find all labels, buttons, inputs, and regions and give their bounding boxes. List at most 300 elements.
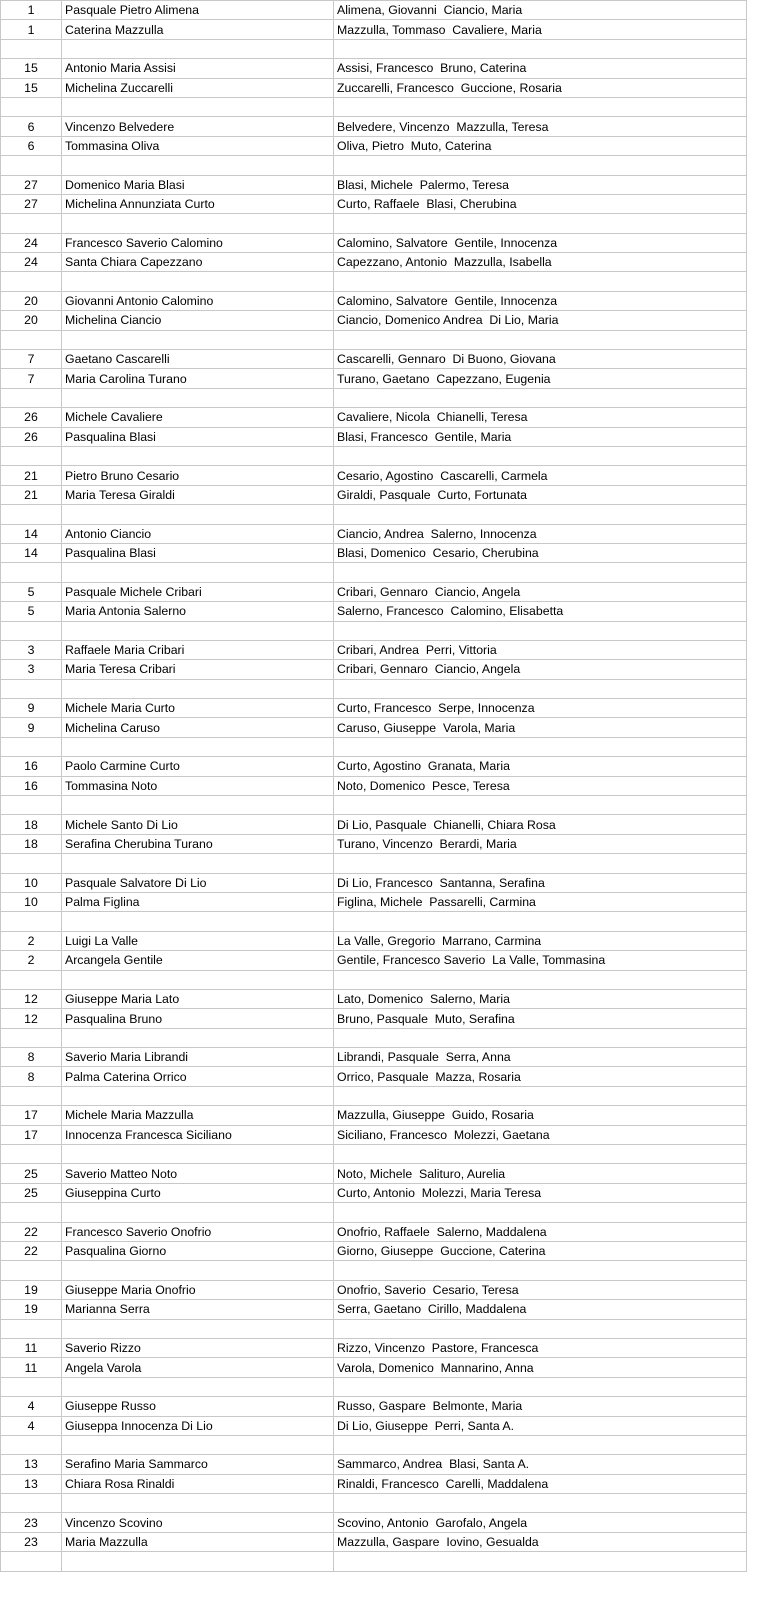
bride-name-cell[interactable]: Michelina Caruso [62, 718, 334, 737]
record-number-cell[interactable]: 21 [1, 485, 62, 504]
table-row [1, 466, 747, 485]
record-number-cell[interactable]: 26 [1, 427, 62, 446]
spacer-row [1, 737, 747, 756]
record-number-cell[interactable]: 4 [1, 1416, 62, 1435]
spacer-row [1, 388, 747, 407]
record-number-cell[interactable]: 26 [1, 408, 62, 427]
record-number-cell[interactable]: 15 [1, 78, 62, 97]
groom-parents-cell[interactable]: Russo, Gaspare Belmonte, Maria [334, 1397, 747, 1416]
record-number-cell[interactable]: 5 [1, 602, 62, 621]
bride-parents-cell[interactable]: Curto, Raffaele Blasi, Cherubina [334, 194, 747, 213]
groom-parents-cell[interactable]: Cesario, Agostino Cascarelli, Carmela [334, 466, 747, 485]
record-number-cell[interactable]: 13 [1, 1455, 62, 1474]
spacer-row [1, 1028, 747, 1047]
table-row [1, 427, 747, 446]
bride-parents-cell[interactable]: Bruno, Pasquale Muto, Serafina [334, 1009, 747, 1028]
record-number-cell[interactable]: 25 [1, 1164, 62, 1183]
empty-cell[interactable] [334, 1203, 747, 1222]
empty-cell[interactable] [62, 563, 334, 582]
bride-name-cell[interactable]: Maria Carolina Turano [62, 369, 334, 388]
bride-parents-cell[interactable]: Salerno, Francesco Calomino, Elisabetta [334, 602, 747, 621]
groom-parents-cell[interactable]: Cribari, Andrea Perri, Vittoria [334, 640, 747, 659]
empty-cell[interactable] [62, 1203, 334, 1222]
bride-parents-cell[interactable]: Blasi, Francesco Gentile, Maria [334, 427, 747, 446]
record-number-cell[interactable]: 10 [1, 892, 62, 911]
record-number-cell[interactable]: 6 [1, 117, 62, 136]
record-number-cell[interactable]: 22 [1, 1222, 62, 1241]
empty-cell[interactable] [62, 156, 334, 175]
table-row [1, 1397, 747, 1416]
bride-parents-cell[interactable]: Varola, Domenico Mannarino, Anna [334, 1358, 747, 1377]
bride-name-cell[interactable]: Pasqualina Blasi [62, 543, 334, 562]
empty-cell[interactable] [62, 1261, 334, 1280]
record-number-cell[interactable]: 24 [1, 253, 62, 272]
table-row [1, 485, 747, 504]
empty-cell[interactable] [1, 679, 62, 698]
table-row [1, 1474, 747, 1493]
bride-parents-cell[interactable]: Orrico, Pasquale Mazza, Rosaria [334, 1067, 747, 1086]
record-number-cell[interactable]: 3 [1, 660, 62, 679]
groom-parents-cell[interactable]: Lato, Domenico Salerno, Maria [334, 989, 747, 1008]
empty-cell[interactable] [62, 214, 334, 233]
empty-cell[interactable] [1, 388, 62, 407]
record-number-cell[interactable]: 9 [1, 718, 62, 737]
empty-cell[interactable] [334, 214, 747, 233]
record-number-cell[interactable]: 20 [1, 311, 62, 330]
bride-name-cell[interactable]: Maria Teresa Cribari [62, 660, 334, 679]
record-number-cell[interactable]: 11 [1, 1338, 62, 1357]
bride-parents-cell[interactable]: Noto, Domenico Pesce, Teresa [334, 776, 747, 795]
groom-name-cell[interactable]: Pasquale Michele Cribari [62, 582, 334, 601]
groom-name-cell[interactable]: Francesco Saverio Calomino [62, 233, 334, 252]
groom-name-cell[interactable]: Giuseppe Maria Lato [62, 989, 334, 1008]
record-number-cell[interactable]: 14 [1, 524, 62, 543]
groom-name-cell[interactable]: Michele Cavaliere [62, 408, 334, 427]
empty-cell[interactable] [334, 1319, 747, 1338]
groom-name-cell[interactable]: Antonio Ciancio [62, 524, 334, 543]
empty-cell[interactable] [62, 854, 334, 873]
table-row [1, 1106, 747, 1125]
table-row [1, 1513, 747, 1532]
groom-parents-cell[interactable]: Rizzo, Vincenzo Pastore, Francesca [334, 1338, 747, 1357]
record-number-cell[interactable]: 12 [1, 989, 62, 1008]
spacer-row [1, 1261, 747, 1280]
bride-name-cell[interactable]: Michelina Annunziata Curto [62, 194, 334, 213]
bride-name-cell[interactable]: Pasqualina Blasi [62, 427, 334, 446]
empty-cell[interactable] [334, 156, 747, 175]
groom-name-cell[interactable]: Michele Maria Mazzulla [62, 1106, 334, 1125]
bride-parents-cell[interactable]: Serra, Gaetano Cirillo, Maddalena [334, 1300, 747, 1319]
record-number-cell[interactable]: 17 [1, 1106, 62, 1125]
empty-cell[interactable] [1, 272, 62, 291]
groom-name-cell[interactable]: Saverio Maria Librandi [62, 1048, 334, 1067]
table-row [1, 175, 747, 194]
groom-parents-cell[interactable]: Belvedere, Vincenzo Mazzulla, Teresa [334, 117, 747, 136]
groom-name-cell[interactable]: Giuseppe Maria Onofrio [62, 1280, 334, 1299]
empty-cell[interactable] [1, 1028, 62, 1047]
empty-cell[interactable] [1, 1203, 62, 1222]
spacer-row [1, 505, 747, 524]
empty-cell[interactable] [1, 796, 62, 815]
empty-cell[interactable] [1, 621, 62, 640]
bride-parents-cell[interactable]: Cribari, Gennaro Ciancio, Angela [334, 660, 747, 679]
record-number-cell[interactable]: 20 [1, 291, 62, 310]
table-row [1, 350, 747, 369]
bride-name-cell[interactable]: Giuseppina Curto [62, 1183, 334, 1202]
groom-name-cell[interactable]: Raffaele Maria Cribari [62, 640, 334, 659]
table-row [1, 1, 747, 20]
record-number-cell[interactable]: 15 [1, 59, 62, 78]
bride-parents-cell[interactable]: Di Lio, Giuseppe Perri, Santa A. [334, 1416, 747, 1435]
bride-parents-cell[interactable]: Curto, Antonio Molezzi, Maria Teresa [334, 1183, 747, 1202]
empty-cell[interactable] [1, 912, 62, 931]
groom-name-cell[interactable]: Domenico Maria Blasi [62, 175, 334, 194]
bride-name-cell[interactable]: Maria Antonia Salerno [62, 602, 334, 621]
empty-cell[interactable] [62, 796, 334, 815]
table-row [1, 1358, 747, 1377]
empty-cell[interactable] [62, 679, 334, 698]
groom-name-cell[interactable]: Michele Santo Di Lio [62, 815, 334, 834]
groom-name-cell[interactable]: Serafino Maria Sammarco [62, 1455, 334, 1474]
spacer-row [1, 970, 747, 989]
record-number-cell[interactable]: 27 [1, 194, 62, 213]
table-row [1, 1455, 747, 1474]
empty-cell[interactable] [62, 505, 334, 524]
empty-cell[interactable] [334, 1494, 747, 1513]
empty-cell[interactable] [1, 854, 62, 873]
groom-parents-cell[interactable]: Mazzulla, Giuseppe Guido, Rosaria [334, 1106, 747, 1125]
record-number-cell[interactable]: 18 [1, 815, 62, 834]
record-number-cell[interactable]: 23 [1, 1513, 62, 1532]
table-row [1, 718, 747, 737]
record-number-cell[interactable]: 18 [1, 834, 62, 853]
empty-cell[interactable] [334, 1377, 747, 1396]
groom-parents-cell[interactable]: Alimena, Giovanni Ciancio, Maria [334, 1, 747, 20]
empty-cell[interactable] [334, 1552, 747, 1571]
empty-cell[interactable] [1, 1086, 62, 1105]
spacer-row [1, 97, 747, 116]
record-number-cell[interactable]: 24 [1, 233, 62, 252]
empty-cell[interactable] [334, 505, 747, 524]
empty-cell[interactable] [1, 970, 62, 989]
bride-parents-cell[interactable]: Caruso, Giuseppe Varola, Maria [334, 718, 747, 737]
bride-parents-cell[interactable]: Turano, Gaetano Capezzano, Eugenia [334, 369, 747, 388]
bride-name-cell[interactable]: Tommasina Noto [62, 776, 334, 795]
table-row [1, 233, 747, 252]
table-row [1, 1222, 747, 1241]
record-number-cell[interactable]: 4 [1, 1397, 62, 1416]
spacer-row [1, 272, 747, 291]
bride-name-cell[interactable]: Pasqualina Bruno [62, 1009, 334, 1028]
empty-cell[interactable] [334, 1435, 747, 1454]
groom-parents-cell[interactable]: Calomino, Salvatore Gentile, Innocenza [334, 233, 747, 252]
empty-cell[interactable] [62, 1435, 334, 1454]
record-number-cell[interactable]: 5 [1, 582, 62, 601]
spacer-row [1, 330, 747, 349]
bride-name-cell[interactable]: Palma Figlina [62, 892, 334, 911]
bride-parents-cell[interactable]: Mazzulla, Gaspare Iovino, Gesualda [334, 1532, 747, 1551]
empty-cell[interactable] [1, 1494, 62, 1513]
table-row [1, 951, 747, 970]
groom-name-cell[interactable]: Michele Maria Curto [62, 699, 334, 718]
empty-cell[interactable] [1, 563, 62, 582]
table-row [1, 776, 747, 795]
spacer-row [1, 39, 747, 58]
groom-parents-cell[interactable]: Curto, Francesco Serpe, Innocenza [334, 699, 747, 718]
table-row [1, 757, 747, 776]
groom-parents-cell[interactable]: Cascarelli, Gennaro Di Buono, Giovana [334, 350, 747, 369]
bride-parents-cell[interactable]: Mazzulla, Tommaso Cavaliere, Maria [334, 20, 747, 39]
record-number-cell[interactable]: 14 [1, 543, 62, 562]
bride-name-cell[interactable]: Arcangela Gentile [62, 951, 334, 970]
groom-name-cell[interactable]: Paolo Carmine Curto [62, 757, 334, 776]
groom-name-cell[interactable]: Pietro Bruno Cesario [62, 466, 334, 485]
groom-parents-cell[interactable]: La Valle, Gregorio Marrano, Carmina [334, 931, 747, 950]
empty-cell[interactable] [334, 39, 747, 58]
spacer-row [1, 1377, 747, 1396]
empty-cell[interactable] [334, 621, 747, 640]
empty-cell[interactable] [334, 854, 747, 873]
record-number-cell[interactable]: 3 [1, 640, 62, 659]
empty-cell[interactable] [62, 970, 334, 989]
table-row [1, 892, 747, 911]
empty-cell[interactable] [334, 388, 747, 407]
empty-cell[interactable] [62, 1494, 334, 1513]
groom-name-cell[interactable]: Saverio Matteo Noto [62, 1164, 334, 1183]
record-number-cell[interactable]: 19 [1, 1300, 62, 1319]
empty-cell[interactable] [1, 1319, 62, 1338]
bride-name-cell[interactable]: Innocenza Francesca Siciliano [62, 1125, 334, 1144]
empty-cell[interactable] [334, 446, 747, 465]
groom-parents-cell[interactable]: Onofrio, Raffaele Salerno, Maddalena [334, 1222, 747, 1241]
groom-parents-cell[interactable]: Ciancio, Andrea Salerno, Innocenza [334, 524, 747, 543]
empty-cell[interactable] [334, 970, 747, 989]
spacer-row [1, 1203, 747, 1222]
bride-parents-cell[interactable]: Giorno, Giuseppe Guccione, Caterina [334, 1242, 747, 1261]
record-number-cell[interactable]: 16 [1, 757, 62, 776]
record-number-cell[interactable]: 27 [1, 175, 62, 194]
record-number-cell[interactable]: 7 [1, 350, 62, 369]
bride-name-cell[interactable]: Marianna Serra [62, 1300, 334, 1319]
bride-parents-cell[interactable]: Rinaldi, Francesco Carelli, Maddalena [334, 1474, 747, 1493]
bride-name-cell[interactable]: Giuseppa Innocenza Di Lio [62, 1416, 334, 1435]
table-row [1, 602, 747, 621]
table-row [1, 1048, 747, 1067]
groom-parents-cell[interactable]: Assisi, Francesco Bruno, Caterina [334, 59, 747, 78]
table-row [1, 253, 747, 272]
empty-cell[interactable] [334, 1028, 747, 1047]
groom-name-cell[interactable]: Francesco Saverio Onofrio [62, 1222, 334, 1241]
empty-cell[interactable] [62, 330, 334, 349]
table-row [1, 524, 747, 543]
groom-parents-cell[interactable]: Librandi, Pasquale Serra, Anna [334, 1048, 747, 1067]
table-row [1, 1242, 747, 1261]
spacer-row [1, 563, 747, 582]
record-number-cell[interactable]: 8 [1, 1067, 62, 1086]
table-row [1, 369, 747, 388]
groom-name-cell[interactable]: Vincenzo Belvedere [62, 117, 334, 136]
table-row [1, 20, 747, 39]
record-number-cell[interactable]: 25 [1, 1183, 62, 1202]
spacer-row [1, 1494, 747, 1513]
record-number-cell[interactable]: 13 [1, 1474, 62, 1493]
record-number-cell[interactable]: 12 [1, 1009, 62, 1028]
record-number-cell[interactable]: 17 [1, 1125, 62, 1144]
groom-name-cell[interactable]: Vincenzo Scovino [62, 1513, 334, 1532]
empty-cell[interactable] [1, 737, 62, 756]
record-number-cell[interactable]: 10 [1, 873, 62, 892]
table-row [1, 543, 747, 562]
bride-parents-cell[interactable]: Blasi, Domenico Cesario, Cherubina [334, 543, 747, 562]
empty-cell[interactable] [62, 446, 334, 465]
bride-parents-cell[interactable]: Figlina, Michele Passarelli, Carmina [334, 892, 747, 911]
table-row [1, 1280, 747, 1299]
empty-cell[interactable] [334, 737, 747, 756]
bride-name-cell[interactable]: Maria Teresa Giraldi [62, 485, 334, 504]
groom-parents-cell[interactable]: Onofrio, Saverio Cesario, Teresa [334, 1280, 747, 1299]
empty-cell[interactable] [62, 39, 334, 58]
table-row [1, 194, 747, 213]
groom-parents-cell[interactable]: Cribari, Gennaro Ciancio, Angela [334, 582, 747, 601]
spacer-row [1, 1145, 747, 1164]
groom-name-cell[interactable]: Antonio Maria Assisi [62, 59, 334, 78]
empty-cell[interactable] [334, 1145, 747, 1164]
bride-parents-cell[interactable]: Zuccarelli, Francesco Guccione, Rosaria [334, 78, 747, 97]
groom-parents-cell[interactable]: Cavaliere, Nicola Chianelli, Teresa [334, 408, 747, 427]
record-number-cell[interactable]: 1 [1, 1, 62, 20]
record-number-cell[interactable]: 1 [1, 20, 62, 39]
bride-parents-cell[interactable]: Ciancio, Domenico Andrea Di Lio, Maria [334, 311, 747, 330]
groom-name-cell[interactable]: Giuseppe Russo [62, 1397, 334, 1416]
record-number-cell[interactable]: 9 [1, 699, 62, 718]
groom-name-cell[interactable]: Pasquale Pietro Alimena [62, 1, 334, 20]
bride-parents-cell[interactable]: Giraldi, Pasquale Curto, Fortunata [334, 485, 747, 504]
groom-name-cell[interactable]: Pasquale Salvatore Di Lio [62, 873, 334, 892]
table-row [1, 834, 747, 853]
bride-parents-cell[interactable]: Capezzano, Antonio Mazzulla, Isabella [334, 253, 747, 272]
bride-name-cell[interactable]: Chiara Rosa Rinaldi [62, 1474, 334, 1493]
empty-cell[interactable] [1, 1261, 62, 1280]
empty-cell[interactable] [334, 796, 747, 815]
empty-cell[interactable] [62, 272, 334, 291]
bride-parents-cell[interactable]: Turano, Vincenzo Berardi, Maria [334, 834, 747, 853]
table-row [1, 640, 747, 659]
bride-name-cell[interactable]: Serafina Cherubina Turano [62, 834, 334, 853]
empty-cell[interactable] [62, 912, 334, 931]
empty-cell[interactable] [62, 1319, 334, 1338]
bride-name-cell[interactable]: Michelina Zuccarelli [62, 78, 334, 97]
groom-parents-cell[interactable]: Blasi, Michele Palermo, Teresa [334, 175, 747, 194]
empty-cell[interactable] [62, 737, 334, 756]
empty-cell[interactable] [1, 1435, 62, 1454]
empty-cell[interactable] [334, 679, 747, 698]
bride-name-cell[interactable]: Pasqualina Giorno [62, 1242, 334, 1261]
record-number-cell[interactable]: 2 [1, 931, 62, 950]
record-number-cell[interactable]: 19 [1, 1280, 62, 1299]
empty-cell[interactable] [62, 1552, 334, 1571]
bride-name-cell[interactable]: Santa Chiara Capezzano [62, 253, 334, 272]
empty-cell[interactable] [334, 272, 747, 291]
empty-cell[interactable] [334, 1086, 747, 1105]
table-row [1, 291, 747, 310]
bride-parents-cell[interactable]: Siciliano, Francesco Molezzi, Gaetana [334, 1125, 747, 1144]
empty-cell[interactable] [62, 1145, 334, 1164]
empty-cell[interactable] [334, 1261, 747, 1280]
table-row [1, 1183, 747, 1202]
empty-cell[interactable] [334, 563, 747, 582]
spacer-row [1, 156, 747, 175]
groom-parents-cell[interactable]: Noto, Michele Salituro, Aurelia [334, 1164, 747, 1183]
empty-cell[interactable] [1, 214, 62, 233]
empty-cell[interactable] [62, 388, 334, 407]
record-number-cell[interactable]: 21 [1, 466, 62, 485]
empty-cell[interactable] [1, 39, 62, 58]
empty-cell[interactable] [334, 330, 747, 349]
empty-cell[interactable] [334, 97, 747, 116]
bride-name-cell[interactable]: Caterina Mazzulla [62, 20, 334, 39]
empty-cell[interactable] [62, 1086, 334, 1105]
groom-name-cell[interactable]: Gaetano Cascarelli [62, 350, 334, 369]
record-number-cell[interactable]: 2 [1, 951, 62, 970]
empty-cell[interactable] [62, 1377, 334, 1396]
record-number-cell[interactable]: 22 [1, 1242, 62, 1261]
table-row [1, 1338, 747, 1357]
record-number-cell[interactable]: 6 [1, 136, 62, 155]
groom-parents-cell[interactable]: Di Lio, Pasquale Chianelli, Chiara Rosa [334, 815, 747, 834]
groom-parents-cell[interactable]: Scovino, Antonio Garofalo, Angela [334, 1513, 747, 1532]
groom-name-cell[interactable]: Luigi La Valle [62, 931, 334, 950]
empty-cell[interactable] [334, 912, 747, 931]
table-row [1, 1164, 747, 1183]
table-row [1, 78, 747, 97]
table-row [1, 1532, 747, 1551]
empty-cell[interactable] [1, 156, 62, 175]
record-number-cell[interactable]: 23 [1, 1532, 62, 1551]
empty-cell[interactable] [1, 97, 62, 116]
groom-parents-cell[interactable]: Sammarco, Andrea Blasi, Santa A. [334, 1455, 747, 1474]
empty-cell[interactable] [62, 1028, 334, 1047]
groom-parents-cell[interactable]: Di Lio, Francesco Santanna, Serafina [334, 873, 747, 892]
bride-name-cell[interactable]: Angela Varola [62, 1358, 334, 1377]
groom-name-cell[interactable]: Giovanni Antonio Calomino [62, 291, 334, 310]
empty-cell[interactable] [62, 97, 334, 116]
empty-cell[interactable] [1, 330, 62, 349]
empty-cell[interactable] [1, 1552, 62, 1571]
groom-name-cell[interactable]: Saverio Rizzo [62, 1338, 334, 1357]
empty-cell[interactable] [1, 446, 62, 465]
table-row [1, 408, 747, 427]
bride-name-cell[interactable]: Tommasina Oliva [62, 136, 334, 155]
spacer-row [1, 446, 747, 465]
bride-name-cell[interactable]: Palma Caterina Orrico [62, 1067, 334, 1086]
empty-cell[interactable] [1, 505, 62, 524]
record-number-cell[interactable]: 11 [1, 1358, 62, 1377]
groom-parents-cell[interactable]: Calomino, Salvatore Gentile, Innocenza [334, 291, 747, 310]
groom-parents-cell[interactable]: Curto, Agostino Granata, Maria [334, 757, 747, 776]
bride-name-cell[interactable]: Maria Mazzulla [62, 1532, 334, 1551]
empty-cell[interactable] [1, 1145, 62, 1164]
record-number-cell[interactable]: 8 [1, 1048, 62, 1067]
record-number-cell[interactable]: 16 [1, 776, 62, 795]
empty-cell[interactable] [1, 1377, 62, 1396]
sheet-body [1, 1, 747, 1572]
record-number-cell[interactable]: 7 [1, 369, 62, 388]
spacer-row [1, 679, 747, 698]
bride-parents-cell[interactable]: Gentile, Francesco Saverio La Valle, Tommasina [334, 951, 747, 970]
bride-name-cell[interactable]: Michelina Ciancio [62, 311, 334, 330]
bride-parents-cell[interactable]: Oliva, Pietro Muto, Caterina [334, 136, 747, 155]
empty-cell[interactable] [62, 621, 334, 640]
